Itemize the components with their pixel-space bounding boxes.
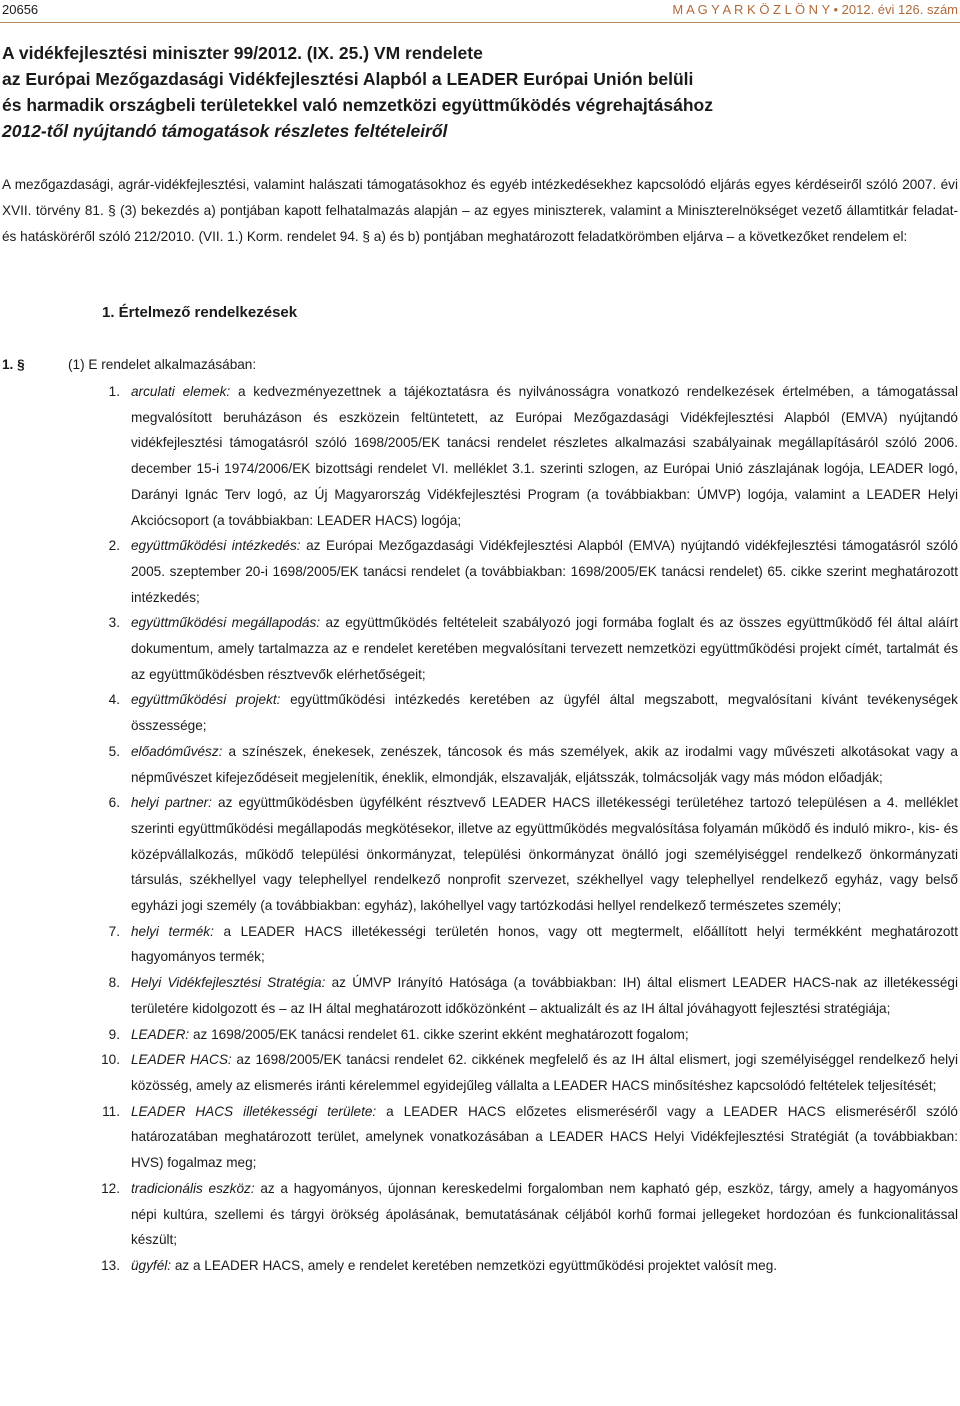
definition-item	[0, 687, 960, 738]
definition-number: 5.	[108, 743, 120, 759]
definitions-list	[0, 379, 960, 1279]
definition-term: LEADER:	[131, 1026, 190, 1042]
preamble-text: A mezőgazdasági, agrár-vidékfejlesztési, valamint halászati támogatásokhoz és egyéb intézkedésekhez kapcsolódó eljárás egyes kérdéseiről szóló 2007. évi XVII. törvény 81. § (3) bekezdés a) pontjában kapott felhatalmazás alapján – az egyes miniszterek, valamint a Miniszterelnökséget vezető államtitkár feladat- és hatásköréről szóló 212/2010. (VII. 1.) Korm. rendelet 94. § a) és b) pontjában meghatározott feladatkörömben eljárva – a következőket rendelem el:	[2, 177, 958, 244]
definition-text: az együttműködés feltételeit szabályozó jogi formába foglalt és az összes együttműködő fél által aláírt dokumentum, amely tartalmazza az e rendelet keretében megvalósítani tervezett nemzetközi együttműködési projekt címét, tartalmát és az együttműködésben résztvevők elérhetőségeit;	[131, 615, 958, 682]
definition-text: az 1698/2005/EK tanácsi rendelet 61. cikke szerint ekként meghatározott fogalom;	[189, 1026, 689, 1042]
definition-term: együttműködési intézkedés:	[131, 538, 301, 554]
definition-item	[0, 919, 960, 970]
page-header	[0, 0, 960, 23]
definition-text: együttműködési intézkedés keretében az ügyfél által megszabott, megvalósítani kívánt tevékenységek összessége;	[131, 692, 958, 734]
definition-text: a LEADER HACS illetékességi területén honos, vagy ott megtermelt, előállított helyi termékként meghatározott hagyományos termék;	[131, 923, 958, 965]
definition-number: 9.	[108, 1026, 120, 1042]
subsection-intro: (1) E rendelet alkalmazásában:	[68, 357, 257, 372]
definition-item	[0, 970, 960, 1021]
page-number: 20656	[2, 2, 39, 17]
definition-number: 8.	[108, 975, 120, 991]
definition-term: helyi termék:	[131, 923, 214, 939]
definition-text: az 1698/2005/EK tanácsi rendelet 62. cikkének megfelelő és az IH által elismert, jogi személyiséggel rendelkező helyi közösség, amely az elismerés iránti kérelemmel egyidejűleg vállalta a LEADER HACS minősítéshez kapcsolódó feltételek teljesítését;	[131, 1052, 958, 1093]
definition-number: 3.	[108, 615, 120, 631]
definition-text: a LEADER HACS előzetes elismeréséről vagy a LEADER HACS elismeréséről szóló határozatában meghatározott terület, amelynek vonatkozásában a LEADER HACS Helyi Vidékfejlesztési Stratégiát (a továbbiakban: HVS) fogalmaz meg;	[131, 1103, 958, 1171]
definition-text: az Európai Mezőgazdasági Vidékfejlesztési Alapból (EMVA) nyújtandó vidékfejlesztési támogatásról szóló 2005. szeptember 20-i 1698/2005/EK tanácsi rendelet (a továbbiakban: 1698/2005/EK tanácsi rendelet) 65. cikke szerint meghatározott intézkedés;	[131, 538, 958, 605]
definition-item	[0, 379, 960, 533]
title-line-3: és harmadik országbeli területekkel való nemzetközi együttműködés végrehajtásához	[2, 95, 713, 115]
definition-number: 4.	[108, 692, 120, 708]
definition-term: Helyi Vidékfejlesztési Stratégia:	[131, 975, 326, 991]
title-line-2: az Európai Mezőgazdasági Vidékfejlesztési Alapból a LEADER Európai Unión belüli	[2, 69, 694, 89]
definition-item	[0, 610, 960, 687]
definition-item	[0, 1047, 960, 1098]
definition-text: a színészek, énekesek, zenészek, táncosok és más személyek, akik az irodalmi vagy művészeti alkotásokat vagy a népművészet kifejeződéseit megjelenítik, éneklik, elmondják, elszavalják, eljátsszák, tolmácsolják vagy más módon előadják;	[131, 743, 958, 785]
definition-text: az együttműködésben ügyfélként résztvevő LEADER HACS illetékességi területéhez tartozó településen a 4. melléklet szerinti együttműködési megállapodás megkötésekor, illetve az együttműködés megvalósítása folyamán működő és induló mikro-, kis- és középvállalkozás, működő települési önkormányzat, települési önkormányzat önálló jogi személyiséggel rendelkező önkormányzati társulás, székhellyel vagy telephellyel rendelkező nonprofit szervezet, székhellyel vagy telephellyel rendelkező egyház, vagy belső egyházi jogi személy (a továbbiakban: egyház), lakóhellyel vagy tartózkodási hellyel rendelkező természetes személy;	[131, 795, 958, 914]
definition-item	[0, 1099, 960, 1176]
definition-text: az ÚMVP Irányító Hatósága (a továbbiakban: IH) által elismert LEADER HACS-nak az illetékességi területére kidolgozott és – az IH által meghatározott időközönként – aktualizált és az IH által jóváhagyott fejlesztési stratégiája;	[131, 975, 958, 1016]
definition-term: arculati elemek:	[131, 384, 231, 399]
definition-term: együttműködési projekt:	[131, 692, 281, 708]
definition-term: LEADER HACS illetékességi területe:	[131, 1103, 377, 1119]
definition-text: a kedvezményezettnek a tájékoztatásra és nyilvánosságra vonatkozó rendelkezések értelmében, a támogatással megvalósított beruházáson és eszközein feltüntetett, az Európai Mezőgazdasági Vidékfejlesztési Alapból (EMVA) nyújtandó vidékfejlesztési támogatásról szóló 1698/2005/EK tanácsi rendelet részletes alkalmazási szabályainak megállapításáról szóló 2006. december 15-i 1974/2006/EK bizottsági rendelet VI. melléklet 3.1. szerinti szlogen, az Európai Unió zászlajának logója, LEADER logó, Darányi Ignác Terv logó, az Új Magyarország Vidékfejlesztési Program (a továbbiakban: ÚMVP) logója, valamint a LEADER Helyi Akciócsoport (a továbbiakban: LEADER HACS) logója;	[131, 384, 958, 528]
definition-term: tradicionális eszköz:	[131, 1180, 255, 1196]
decree-title	[2, 40, 958, 144]
definition-term: előadóművész:	[131, 743, 223, 759]
definition-item	[0, 790, 960, 919]
definition-item	[0, 1022, 960, 1048]
definition-number: 11.	[102, 1103, 120, 1119]
title-line-1: A vidékfejlesztési miniszter 99/2012. (IX. 25.) VM rendelete	[2, 43, 483, 63]
definition-term: ügyfél:	[131, 1257, 172, 1273]
definition-number: 1.	[108, 384, 120, 399]
definition-item	[0, 533, 960, 610]
definition-text: az a LEADER HACS, amely e rendelet keretében nemzetközi együttműködési projektet valósít meg.	[171, 1257, 778, 1273]
definition-text: az a hagyományos, újonnan kereskedelmi forgalomban nem kapható gép, eszköz, tárgy, amely a hagyományos népi kultúra, szellemi és tárgyi örökség ápolásának, bemutatásának céljából korhű formai jellegeket hordozóan és funkcionalitással készült;	[131, 1180, 959, 1248]
definition-item	[0, 739, 960, 790]
definition-number: 6.	[108, 795, 120, 811]
definition-item	[0, 1253, 960, 1279]
definition-number: 13.	[101, 1257, 120, 1273]
definition-number: 2.	[108, 538, 120, 554]
paragraph-heading	[2, 352, 257, 378]
definition-term: együttműködési megállapodás:	[131, 615, 321, 631]
journal-title: M A G Y A R K Ö Z L Ö N Y • 2012. évi 126. szám	[672, 2, 958, 17]
definition-term: helyi partner:	[131, 795, 212, 811]
definition-number: 12.	[101, 1180, 120, 1196]
definition-number: 10.	[101, 1052, 120, 1068]
definition-term: LEADER HACS:	[131, 1052, 232, 1068]
paragraph-number: 1. §	[2, 357, 25, 372]
definition-item	[0, 1176, 960, 1253]
title-line-4: 2012-től nyújtandó támogatások részletes feltételeiről	[2, 121, 448, 141]
definition-number: 7.	[108, 923, 120, 939]
section-heading: 1. Értelmező rendelkezések	[102, 304, 298, 321]
